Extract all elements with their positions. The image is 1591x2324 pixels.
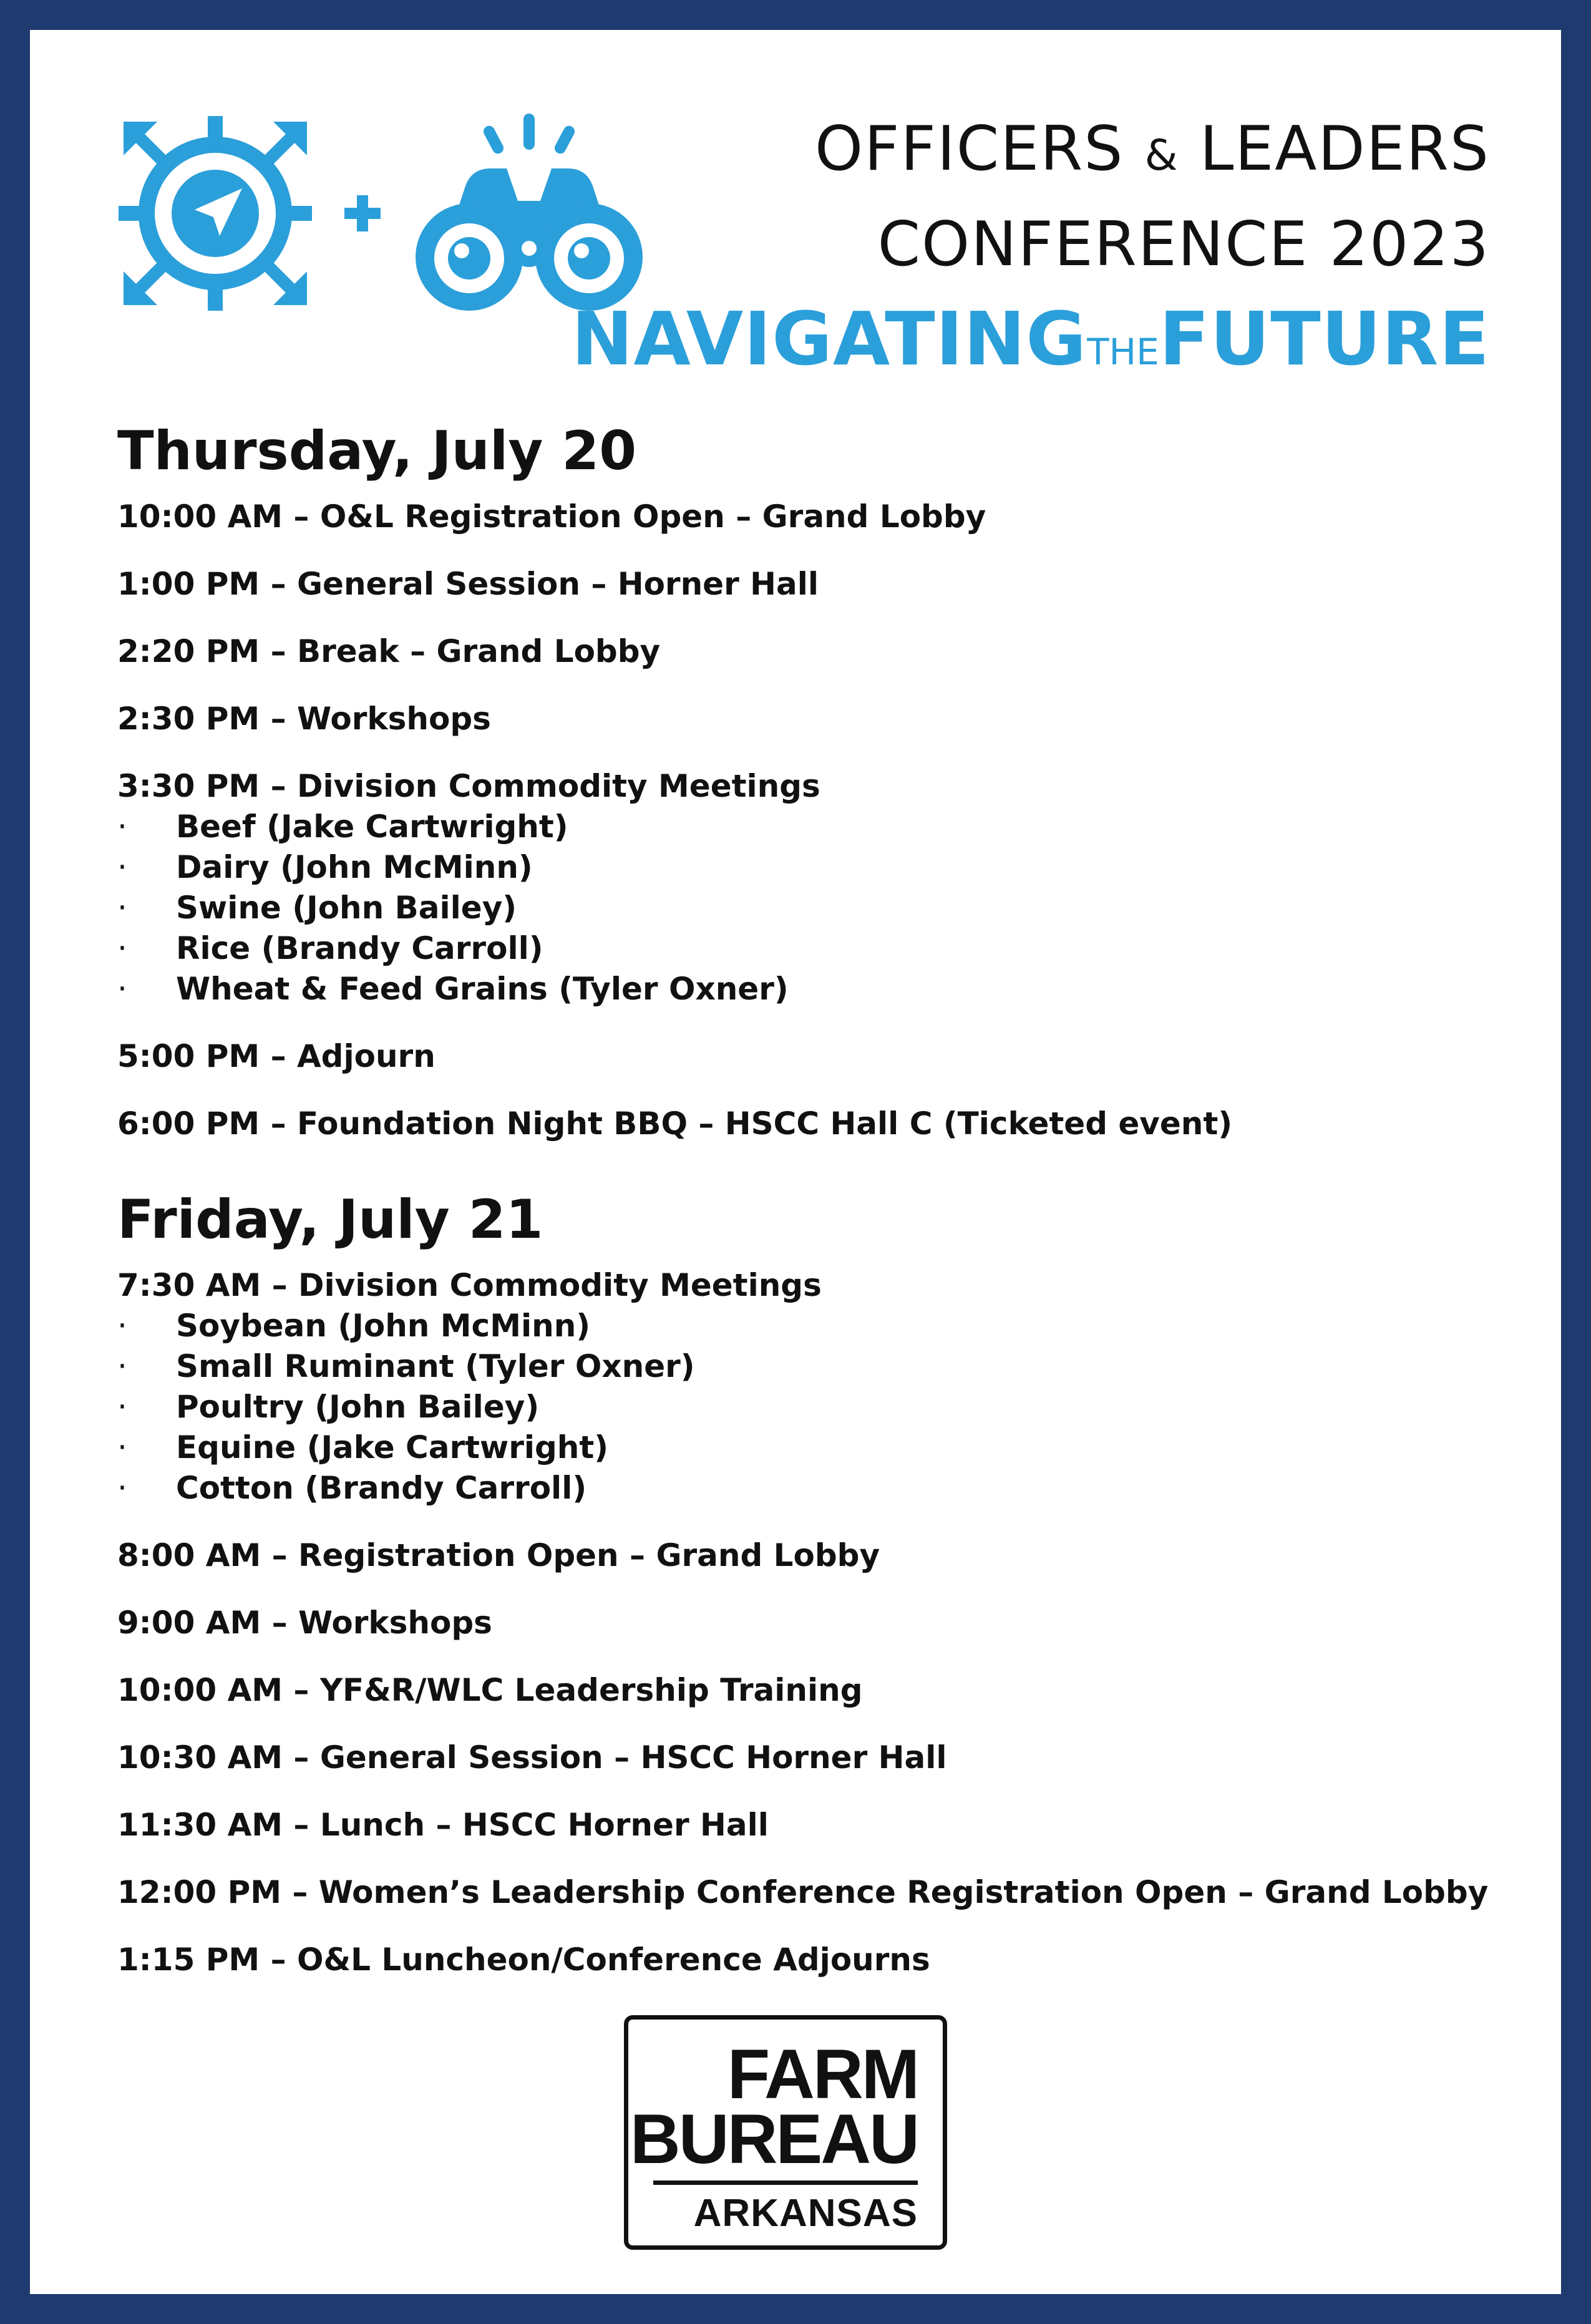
- agenda-item: 10:30 AM – General Session – HSCC Horner Hall: [117, 1739, 947, 1776]
- list-item: · Equine (Jake Cartwright): [117, 1427, 1490, 1468]
- commodity-meeting-list: [117, 807, 1490, 1009]
- agenda-item: 12:00 PM – Women’s Leadership Conference Registration Open – Grand Lobby: [117, 1874, 1489, 1910]
- friday-heading: Friday, July 21: [117, 1189, 543, 1251]
- list-item: · Beef (Jake Cartwright): [117, 807, 1490, 847]
- agenda-item: 6:00 PM – Foundation Night BBQ – HSCC Hall C (Ticketed event): [117, 1106, 1233, 1142]
- logo-word-farm: FARM: [727, 2035, 918, 2113]
- farm-bureau-arkansas-logo: [624, 2015, 947, 2250]
- compass-navigation-icon: [119, 116, 312, 311]
- title-line-officers-leaders: OFFICERS & LEADERS: [814, 114, 1490, 185]
- agenda-item: 11:30 AM – Lunch – HSCC Horner Hall: [117, 1807, 769, 1843]
- list-item: · Rice (Brandy Carroll): [117, 928, 1490, 969]
- agenda-item-with-sublist: [117, 766, 1490, 1009]
- logo-word-bureau: BUREAU: [630, 2100, 918, 2178]
- bullet: ·: [117, 1308, 127, 1344]
- agenda-item: 10:00 AM – O&L Registration Open – Grand Lobby: [117, 498, 986, 535]
- list-item: · Dairy (John McMinn): [117, 847, 1490, 888]
- schedule-page: [30, 30, 1561, 2294]
- bullet: ·: [117, 971, 127, 1007]
- list-item: · Wheat & Feed Grains (Tyler Oxner): [117, 969, 1490, 1009]
- agenda-item: 10:00 AM – YF&R/WLC Leadership Training: [117, 1672, 863, 1708]
- agenda-item: 9:00 AM – Workshops: [117, 1605, 492, 1641]
- list-item: · Soybean (John McMinn): [117, 1306, 1490, 1346]
- bullet: ·: [117, 930, 127, 966]
- agenda: [117, 417, 1490, 2007]
- title-line-conference-year: CONFERENCE 2023: [877, 209, 1490, 280]
- conference-title: [572, 105, 1490, 396]
- agenda-item-label: 7:30 AM – Division Commodity Meetings: [117, 1267, 822, 1303]
- bullet: ·: [117, 809, 127, 845]
- agenda-item-with-sublist: [117, 1265, 1490, 1509]
- bullet: ·: [117, 1348, 127, 1384]
- list-item: · Swine (John Bailey): [117, 888, 1490, 928]
- bullet: ·: [117, 890, 127, 926]
- tagline: NAVIGATINGTHEFUTURE: [571, 296, 1490, 382]
- thursday-heading: Thursday, July 20: [117, 420, 637, 482]
- bullet: ·: [117, 849, 127, 885]
- ampersand: &: [1144, 131, 1179, 180]
- list-item: · Small Ruminant (Tyler Oxner): [117, 1346, 1490, 1387]
- agenda-item: 2:30 PM – Workshops: [117, 701, 491, 737]
- agenda-item: 8:00 AM – Registration Open – Grand Lobby: [117, 1537, 880, 1573]
- bullet: ·: [117, 1389, 127, 1425]
- agenda-item: 2:20 PM – Break – Grand Lobby: [117, 633, 661, 669]
- list-item: · Poultry (John Bailey): [117, 1387, 1490, 1427]
- bullet: ·: [117, 1429, 127, 1466]
- list-item: · Cotton (Brandy Carroll): [117, 1468, 1490, 1509]
- agenda-item: 1:00 PM – General Session – Horner Hall: [117, 566, 819, 602]
- logo-divider: [653, 2181, 918, 2185]
- bullet: ·: [117, 1470, 127, 1506]
- logo-word-arkansas: ARKANSAS: [693, 2192, 918, 2235]
- agenda-item: 1:15 PM – O&L Luncheon/Conference Adjourns: [117, 1942, 930, 1978]
- plus-icon: [344, 195, 381, 231]
- agenda-item: 5:00 PM – Adjourn: [117, 1038, 435, 1074]
- commodity-meeting-list: [117, 1306, 1490, 1509]
- agenda-item-label: 3:30 PM – Division Commodity Meetings: [117, 768, 820, 804]
